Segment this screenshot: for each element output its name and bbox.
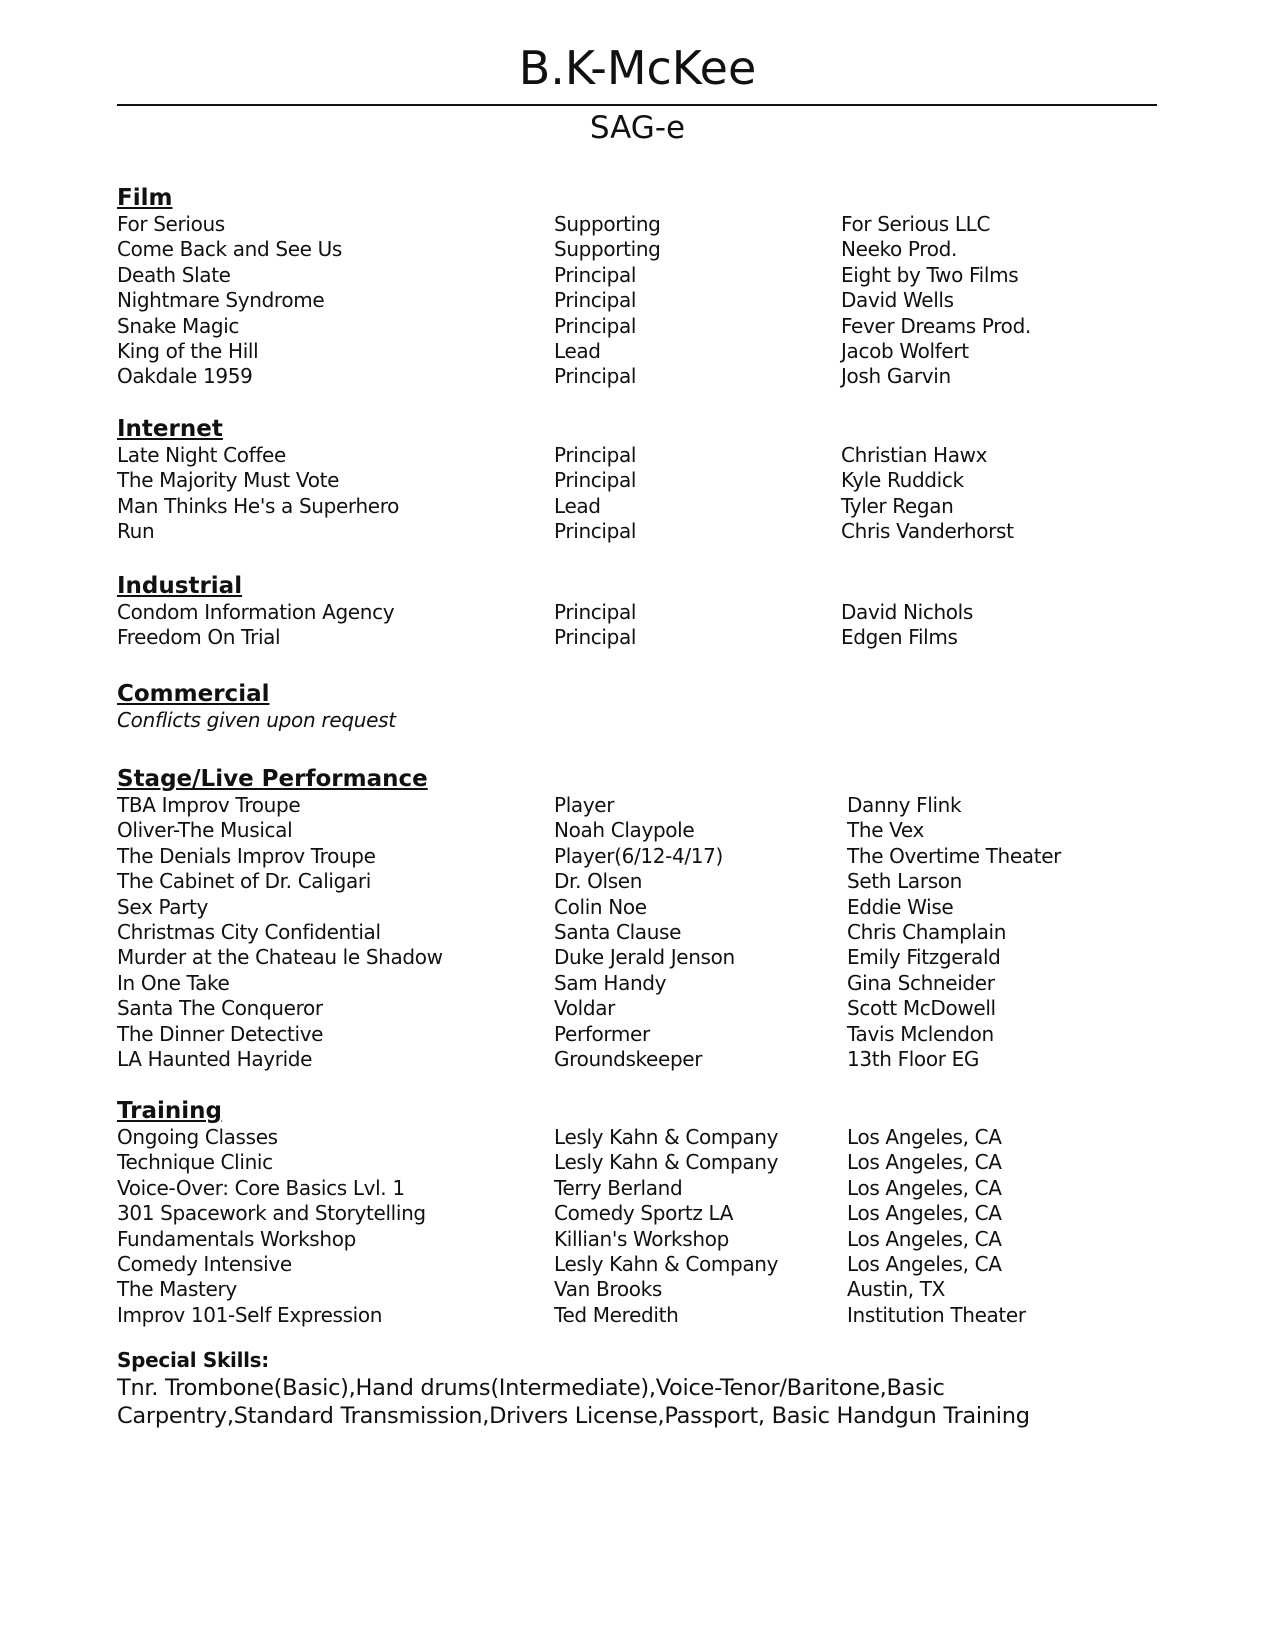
credit-company: Chris Vanderhorst: [841, 519, 1014, 544]
credit-title: Man Thinks He's a Superhero: [117, 493, 400, 518]
credit-title: Oliver-The Musical: [117, 818, 293, 843]
credit-role: Principal: [554, 288, 637, 313]
credit-title: In One Take: [117, 970, 230, 995]
credit-row: [117, 971, 1157, 996]
credit-row: [117, 263, 1157, 288]
credit-row: [117, 996, 1157, 1021]
credit-title: Fundamentals Workshop: [117, 1226, 356, 1251]
training-section: [117, 1097, 1157, 1328]
credit-role: Principal: [554, 262, 637, 287]
credit-row: [117, 1227, 1157, 1252]
union-status: SAG-e: [589, 110, 686, 146]
credit-role: Principal: [554, 468, 637, 493]
credit-role: Ted Meredith: [554, 1302, 679, 1327]
credit-row: [117, 793, 1157, 818]
credit-row: [117, 494, 1157, 519]
credit-title: Snake Magic: [117, 313, 240, 338]
credit-company: Jacob Wolfert: [841, 338, 969, 363]
credit-title: Oakdale 1959: [117, 364, 253, 389]
skills-section: [117, 1346, 1157, 1430]
credit-role: Principal: [554, 313, 637, 338]
credit-title: Ongoing Classes: [117, 1125, 278, 1149]
credit-role: Principal: [554, 519, 637, 544]
credit-title: For Serious: [117, 212, 225, 236]
credit-company: Christian Hawx: [841, 443, 988, 467]
credit-row: [117, 920, 1157, 945]
internet-section: [117, 415, 1157, 545]
credit-company: Institution Theater: [847, 1302, 1026, 1327]
credit-role: Lead: [554, 493, 601, 518]
credit-role: Groundskeeper: [554, 1046, 703, 1071]
credit-row: [117, 314, 1157, 339]
skills-text: Tnr. Trombone(Basic),Hand drums(Intermediate),Voice-Tenor/Baritone,Basic Carpentry,Standard Transmission,Drivers License,Passport, Basic Handgun Training: [117, 1375, 1030, 1429]
credit-company: Los Angeles, CA: [847, 1201, 1002, 1226]
credit-role: Van Brooks: [554, 1277, 662, 1302]
industrial-rows: [117, 600, 1157, 651]
credit-company: The Vex: [847, 818, 925, 843]
credit-row: [117, 869, 1157, 894]
credit-company: Los Angeles, CA: [847, 1125, 1002, 1149]
credit-role: Lesly Kahn & Company: [554, 1251, 779, 1276]
credit-row: [117, 212, 1157, 237]
credit-company: Fever Dreams Prod.: [841, 313, 1031, 338]
credit-role: Lead: [554, 338, 601, 363]
credit-company: Neeko Prod.: [841, 237, 957, 262]
credit-row: [117, 1150, 1157, 1175]
credit-company: David Wells: [841, 288, 954, 313]
credit-role: Voldar: [554, 996, 615, 1021]
credit-row: [117, 818, 1157, 843]
credit-title: The Dinner Detective: [117, 1021, 324, 1046]
credit-title: The Denials Improv Troupe: [117, 843, 376, 868]
credit-title: The Majority Must Vote: [117, 468, 340, 493]
credit-row: [117, 339, 1157, 364]
credit-company: Chris Champlain: [847, 919, 1007, 944]
credit-role: Killian's Workshop: [554, 1226, 729, 1251]
credit-title: Late Night Coffee: [117, 443, 286, 467]
credit-role: Principal: [554, 364, 637, 389]
credit-row: [117, 1201, 1157, 1226]
credit-title: The Mastery: [117, 1277, 237, 1302]
credit-row: [117, 288, 1157, 313]
credit-role: Duke Jerald Jenson: [554, 945, 735, 970]
credit-title: Christmas City Confidential: [117, 919, 381, 944]
credit-title: LA Haunted Hayride: [117, 1046, 313, 1071]
credit-title: 301 Spacework and Storytelling: [117, 1201, 426, 1226]
credit-company: Seth Larson: [847, 869, 962, 894]
credit-company: Tavis Mclendon: [847, 1021, 994, 1046]
stage-section: [117, 765, 1157, 1072]
credit-row: [117, 1176, 1157, 1201]
credit-role: Santa Clause: [554, 919, 682, 944]
stage-rows: [117, 793, 1157, 1072]
credit-row: [117, 443, 1157, 468]
credit-company: Los Angeles, CA: [847, 1175, 1002, 1200]
film-rows: [117, 212, 1157, 390]
credit-row: [117, 237, 1157, 262]
credit-title: Come Back and See Us: [117, 237, 342, 262]
credit-title: Death Slate: [117, 262, 231, 287]
credit-row: [117, 1125, 1157, 1150]
credit-role: Terry Berland: [554, 1175, 683, 1200]
credit-role: Supporting: [554, 212, 661, 236]
credit-title: Comedy Intensive: [117, 1251, 292, 1276]
credit-title: The Cabinet of Dr. Caligari: [117, 869, 371, 894]
credit-role: Colin Noe: [554, 894, 647, 919]
credit-role: Principal: [554, 600, 637, 624]
credit-company: 13th Floor EG: [847, 1046, 980, 1071]
credit-company: Austin, TX: [847, 1277, 945, 1302]
credit-role: Supporting: [554, 237, 661, 262]
credit-row: [117, 895, 1157, 920]
film-section: [117, 184, 1157, 390]
skills-heading: Special Skills:: [117, 1348, 269, 1372]
credit-title: Improv 101-Self Expression: [117, 1302, 383, 1327]
credit-row: [117, 1303, 1157, 1328]
credit-company: For Serious LLC: [841, 212, 991, 236]
credit-role: Principal: [554, 443, 637, 467]
credit-company: Los Angeles, CA: [847, 1226, 1002, 1251]
commercial-note: Conflicts given upon request: [117, 708, 396, 732]
credit-title: TBA Improv Troupe: [117, 793, 301, 817]
credit-company: Scott McDowell: [847, 996, 996, 1021]
credit-title: Freedom On Trial: [117, 625, 281, 650]
credit-title: Sex Party: [117, 894, 209, 919]
credit-role: Lesly Kahn & Company: [554, 1150, 779, 1175]
industrial-section: [117, 572, 1157, 651]
credit-company: Kyle Ruddick: [841, 468, 964, 493]
credit-company: Los Angeles, CA: [847, 1150, 1002, 1175]
credit-company: Emily Fitzgerald: [847, 945, 1001, 970]
section-heading-commercial: Commercial: [117, 681, 270, 707]
credit-role: Principal: [554, 625, 637, 650]
training-rows: [117, 1125, 1157, 1328]
header-divider: [117, 104, 1157, 106]
credit-row: [117, 519, 1157, 544]
credit-row: [117, 1277, 1157, 1302]
credit-title: Nightmare Syndrome: [117, 288, 325, 313]
credit-role: Comedy Sportz LA: [554, 1201, 734, 1226]
section-heading-stage: Stage/Live Performance: [117, 766, 428, 792]
credit-title: Murder at the Chateau le Shadow: [117, 945, 443, 970]
section-heading-training: Training: [117, 1098, 223, 1124]
credit-company: Gina Schneider: [847, 970, 995, 995]
credit-company: Tyler Regan: [841, 493, 954, 518]
credit-company: David Nichols: [841, 600, 973, 624]
credit-row: [117, 625, 1157, 650]
credit-title: Santa The Conqueror: [117, 996, 323, 1021]
section-heading-internet: Internet: [117, 416, 223, 442]
credit-title: Condom Information Agency: [117, 600, 395, 624]
internet-rows: [117, 443, 1157, 545]
credit-row: [117, 468, 1157, 493]
credit-company: Eddie Wise: [847, 894, 954, 919]
credit-role: Noah Claypole: [554, 818, 695, 843]
commercial-section: [117, 680, 1157, 733]
credit-company: Los Angeles, CA: [847, 1251, 1002, 1276]
actor-name: B.K-McKee: [518, 41, 757, 95]
section-heading-industrial: Industrial: [117, 573, 243, 599]
credit-row: [117, 844, 1157, 869]
credit-company: Edgen Films: [841, 625, 958, 650]
credit-role: Lesly Kahn & Company: [554, 1125, 779, 1149]
credit-title: Technique Clinic: [117, 1150, 273, 1175]
credit-role: Dr. Olsen: [554, 869, 643, 894]
credit-role: Performer: [554, 1021, 650, 1046]
credit-role: Player: [554, 793, 615, 817]
credit-company: The Overtime Theater: [847, 843, 1062, 868]
credit-row: [117, 600, 1157, 625]
credit-row: [117, 1022, 1157, 1047]
credit-company: Danny Flink: [847, 793, 962, 817]
credit-title: Voice-Over: Core Basics Lvl. 1: [117, 1175, 405, 1200]
credit-row: [117, 364, 1157, 389]
credit-title: Run: [117, 519, 155, 544]
credit-title: King of the Hill: [117, 338, 259, 363]
credit-company: Eight by Two Films: [841, 262, 1019, 287]
credit-role: Player(6/12-4/17): [554, 843, 723, 868]
credit-row: [117, 945, 1157, 970]
credit-row: [117, 1252, 1157, 1277]
credit-row: [117, 1047, 1157, 1072]
credit-company: Josh Garvin: [841, 364, 951, 389]
credit-role: Sam Handy: [554, 970, 667, 995]
section-heading-film: Film: [117, 185, 173, 211]
